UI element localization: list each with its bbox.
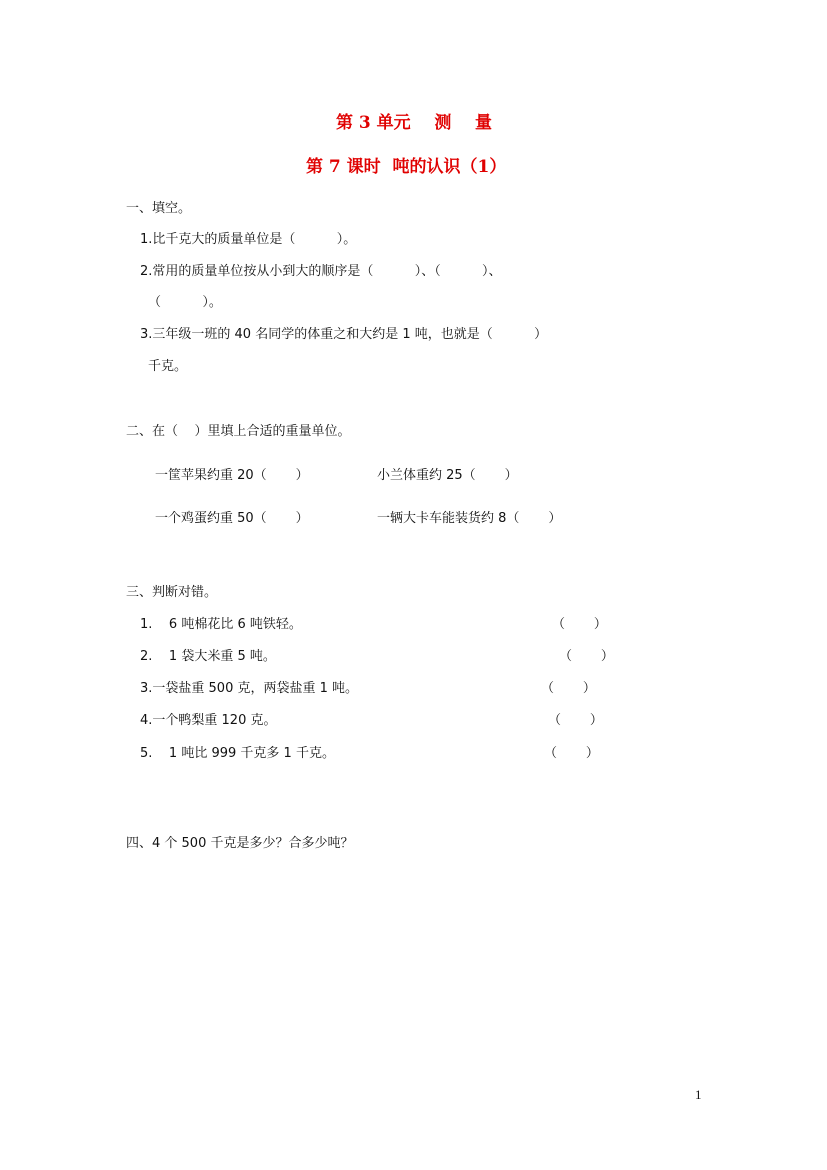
- judge-bracket-5: （ ）: [544, 746, 599, 761]
- unit-item-2: 小兰体重约 25（ ）: [377, 468, 518, 483]
- question-1-1: 1.比千克大的质量单位是（ ）。: [140, 232, 357, 247]
- question-1-3: 3.三年级一班的 40 名同学的体重之和大约是 1 吨，也就是（ ）: [140, 327, 548, 342]
- judge-item-3: 3.一袋盐重 500 克，两袋盐重 1 吨。: [140, 681, 359, 696]
- section-3-heading: 三、判断对错。: [126, 585, 218, 600]
- judge-item-4: 4.一个鸭梨重 120 克。: [140, 713, 277, 728]
- judge-bracket-1: （ ）: [552, 617, 607, 632]
- judge-item-1: 1. 6 吨棉花比 6 吨铁轻。: [140, 617, 302, 632]
- judge-item-5: 5. 1 吨比 999 千克多 1 千克。: [140, 746, 335, 761]
- question-1-2: 2.常用的质量单位按从小到大的顺序是（ ）、（ ）、: [140, 264, 502, 279]
- unit-item-1: 一筐苹果约重 20（ ）: [155, 468, 309, 483]
- unit-item-4: 一辆大卡车能装货约 8（ ）: [377, 511, 562, 526]
- page-number: 1: [695, 1087, 702, 1102]
- section-1-heading: 一、填空。: [126, 201, 192, 216]
- unit-item-3: 一个鸡蛋约重 50（ ）: [155, 511, 309, 526]
- question-1-2-continued: （ ）。: [148, 295, 222, 310]
- judge-bracket-4: （ ）: [548, 713, 603, 728]
- judge-item-2: 2. 1 袋大米重 5 吨。: [140, 649, 276, 664]
- section-2-heading: 二、在（ ）里填上合适的重量单位。: [126, 424, 351, 439]
- judge-bracket-2: （ ）: [559, 649, 614, 664]
- lesson-subtitle: 第 7 课时 吨的认识（1）: [306, 157, 507, 177]
- question-1-3-continued: 千克。: [148, 359, 188, 374]
- section-4-heading: 四、4 个 500 千克是多少？合多少吨？: [126, 836, 354, 851]
- judge-bracket-3: （ ）: [541, 681, 596, 696]
- page-title: 第 3 单元 测 量: [336, 113, 493, 133]
